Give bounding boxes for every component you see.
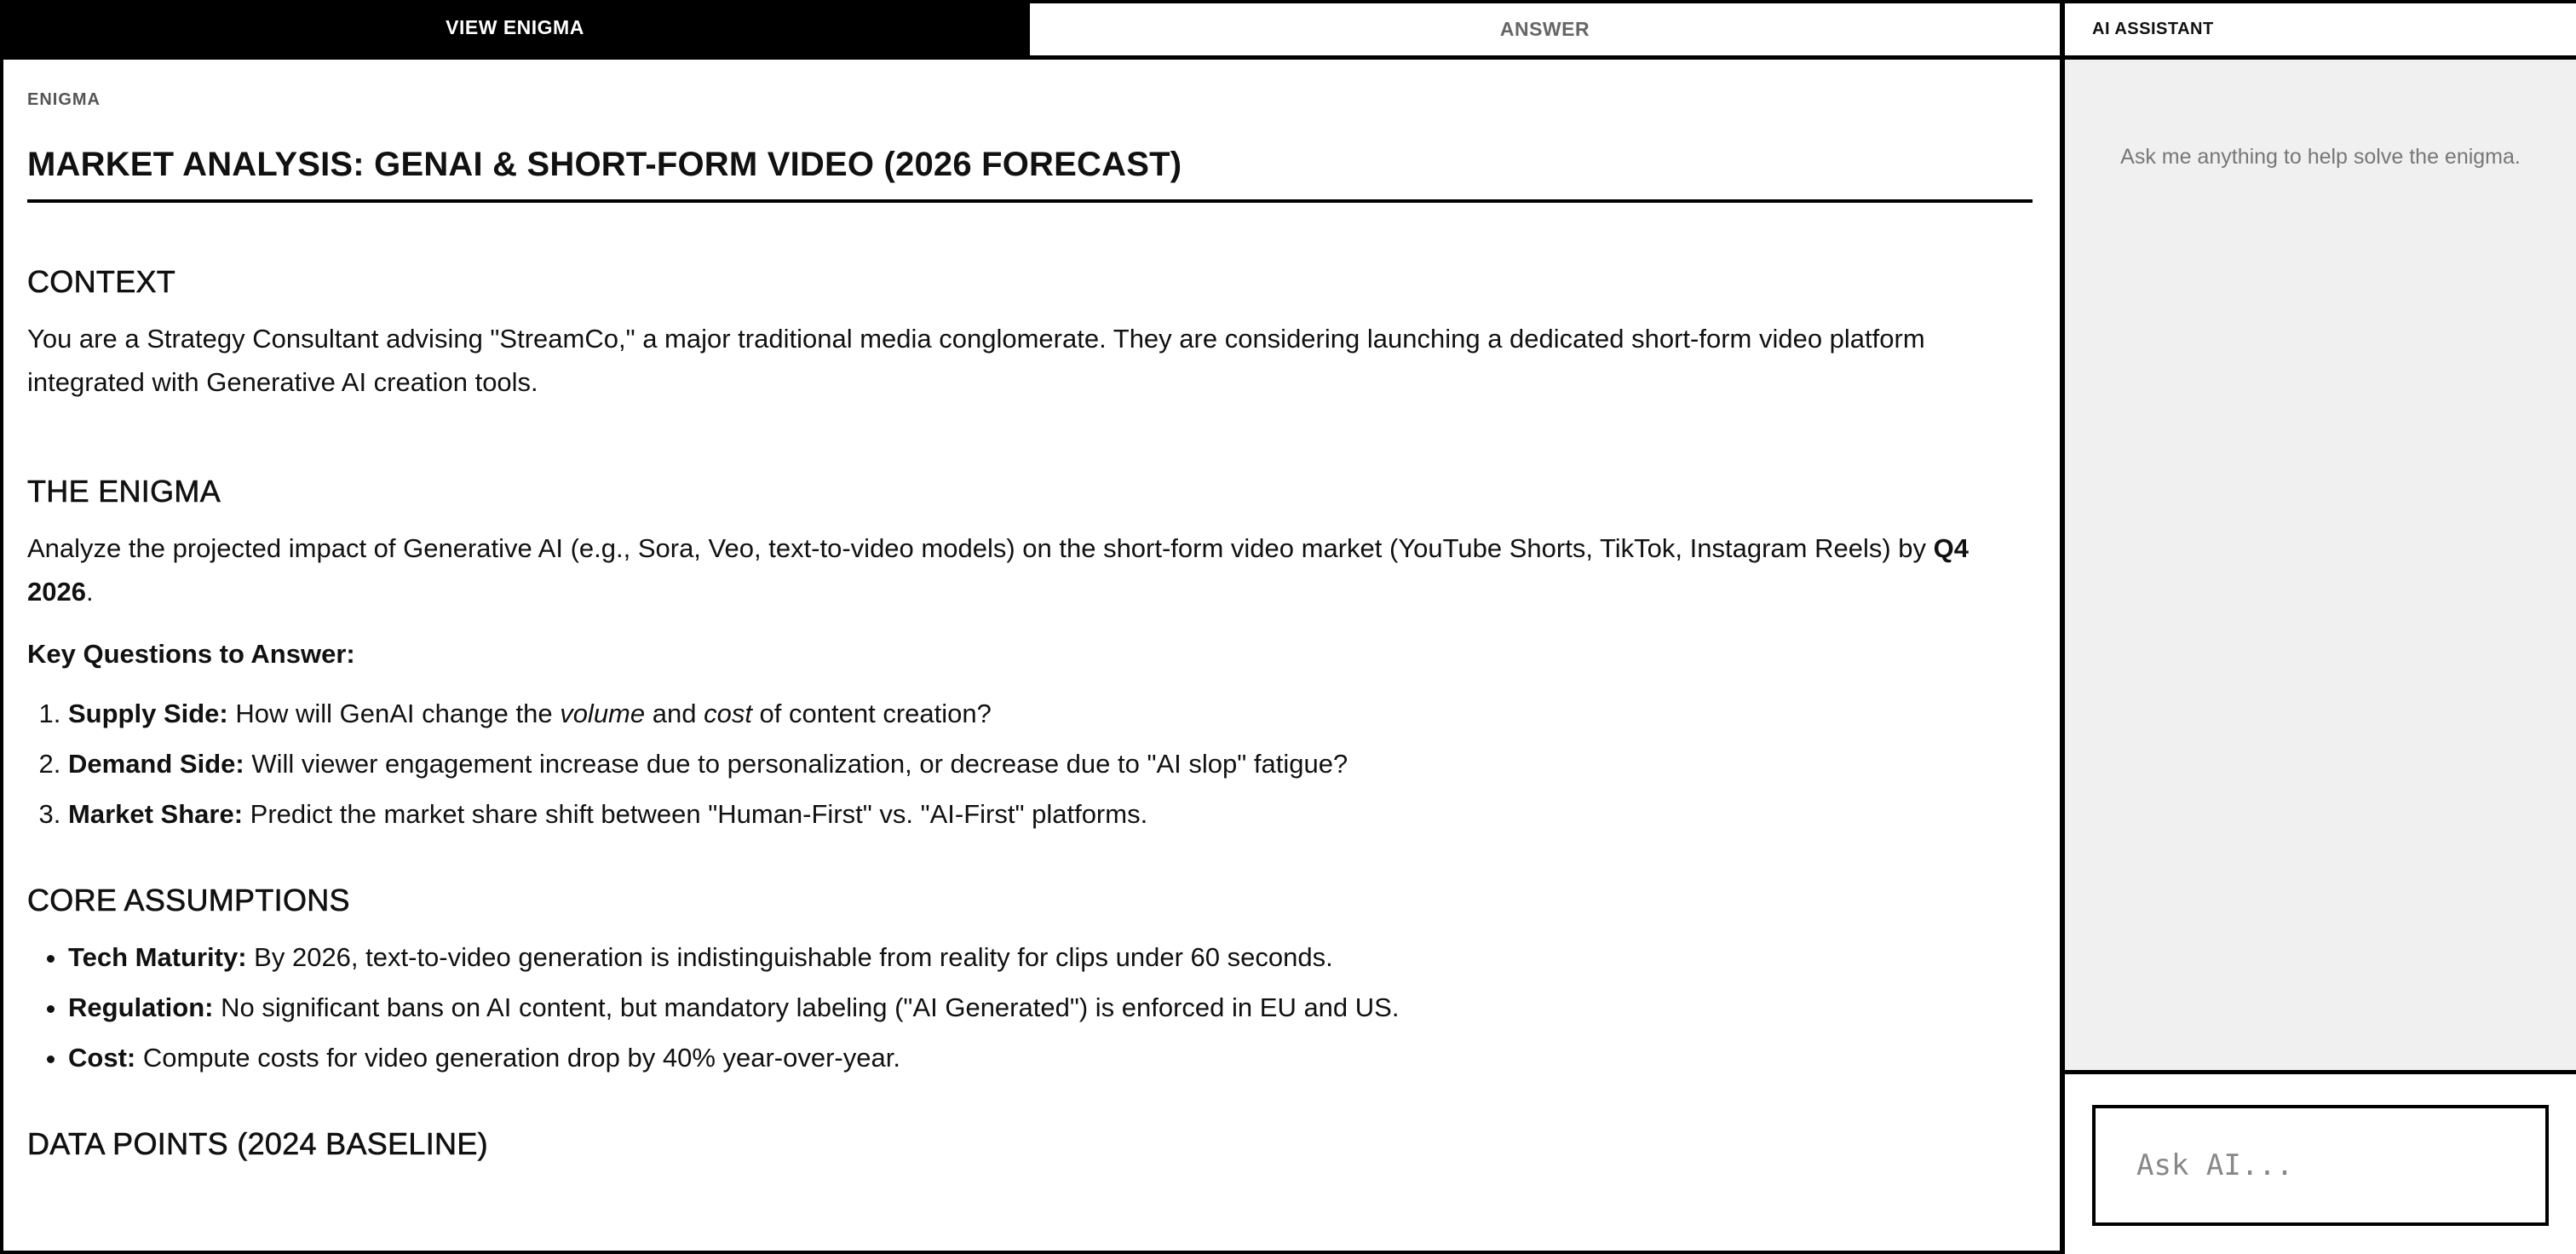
ai-assistant-panel xyxy=(2065,0,2576,1254)
enigma-text-body: Analyze the projected impact of Generative AI (e.g., Sora, Veo, text-to-video models) on the short-form video market (YouTube Shorts, TikTok, Instagram Reels) by xyxy=(27,533,1934,563)
ask-ai-input[interactable] xyxy=(2092,1105,2549,1226)
enigma-content xyxy=(27,90,2033,1162)
data-points-heading: DATA POINTS (2024 BASELINE) xyxy=(27,1126,488,1161)
core-assumptions-heading: CORE ASSUMPTIONS xyxy=(27,883,350,917)
enigma-text-period: . xyxy=(85,577,94,607)
assumption-label: Cost: xyxy=(68,1043,136,1073)
list-item xyxy=(68,992,2033,1023)
question-text: Predict the market share shift between "Human-First" vs. "AI-First" platforms. xyxy=(243,799,1148,829)
question-text-mid: and xyxy=(645,699,704,728)
key-questions-heading: Key Questions to Answer: xyxy=(27,639,355,669)
question-text: Will viewer engagement increase due to personalization, or decrease due to "AI slop" fatigue? xyxy=(244,749,1348,779)
enigma-deadline: Q4 2026 xyxy=(27,533,1969,607)
question-label: Supply Side: xyxy=(68,699,228,728)
page-title: MARKET ANALYSIS: GENAI & SHORT-FORM VIDEO (2026 FORECAST) xyxy=(27,146,2033,203)
assumption-label: Tech Maturity: xyxy=(68,942,247,972)
tab-answer[interactable]: ANSWER xyxy=(1030,0,2060,55)
key-questions-list xyxy=(27,699,2033,830)
list-item xyxy=(68,699,2033,729)
assumption-text: By 2026, text-to-video generation is indistinguishable from reality for clips under 60 seconds. xyxy=(246,942,1333,972)
list-item xyxy=(68,749,2033,779)
assumption-text: Compute costs for video generation drop by 40% year-over-year. xyxy=(135,1043,900,1073)
enigma-text xyxy=(27,526,2033,613)
tab-view-enigma[interactable]: VIEW ENIGMA xyxy=(0,0,1030,55)
question-emphasis-cost: cost xyxy=(704,699,752,728)
question-text-pre: How will GenAI change the xyxy=(227,699,561,728)
question-text-post: of content creation? xyxy=(751,699,992,728)
core-assumptions-list xyxy=(27,942,2033,1073)
question-label: Market Share: xyxy=(68,799,244,829)
assumption-text: No significant bans on AI content, but mandatory labeling ("AI Generated") is enforced in EU and US. xyxy=(213,992,1400,1022)
question-label: Demand Side: xyxy=(68,749,244,779)
question-emphasis-volume: volume xyxy=(560,699,646,728)
ai-assistant-hint: Ask me anything to help solve the enigma. xyxy=(2120,145,2521,169)
ai-assistant-header: AI ASSISTANT xyxy=(2065,0,2576,60)
context-text: You are a Strategy Consultant advising "StreamCo," a major traditional media conglomerate. They are considering launching a dedicated short-form video platform integrated with Generative AI creation tools. xyxy=(27,324,1925,397)
section-eyebrow: ENIGMA xyxy=(27,90,101,109)
list-item xyxy=(68,942,2033,973)
enigma-heading: THE ENIGMA xyxy=(27,474,221,509)
list-item xyxy=(68,799,2033,830)
context-heading: CONTEXT xyxy=(27,264,176,299)
assumption-label: Regulation: xyxy=(68,992,214,1022)
tab-bar xyxy=(0,0,2060,60)
list-item xyxy=(68,1043,2033,1073)
ai-input-area xyxy=(2065,1070,2576,1254)
